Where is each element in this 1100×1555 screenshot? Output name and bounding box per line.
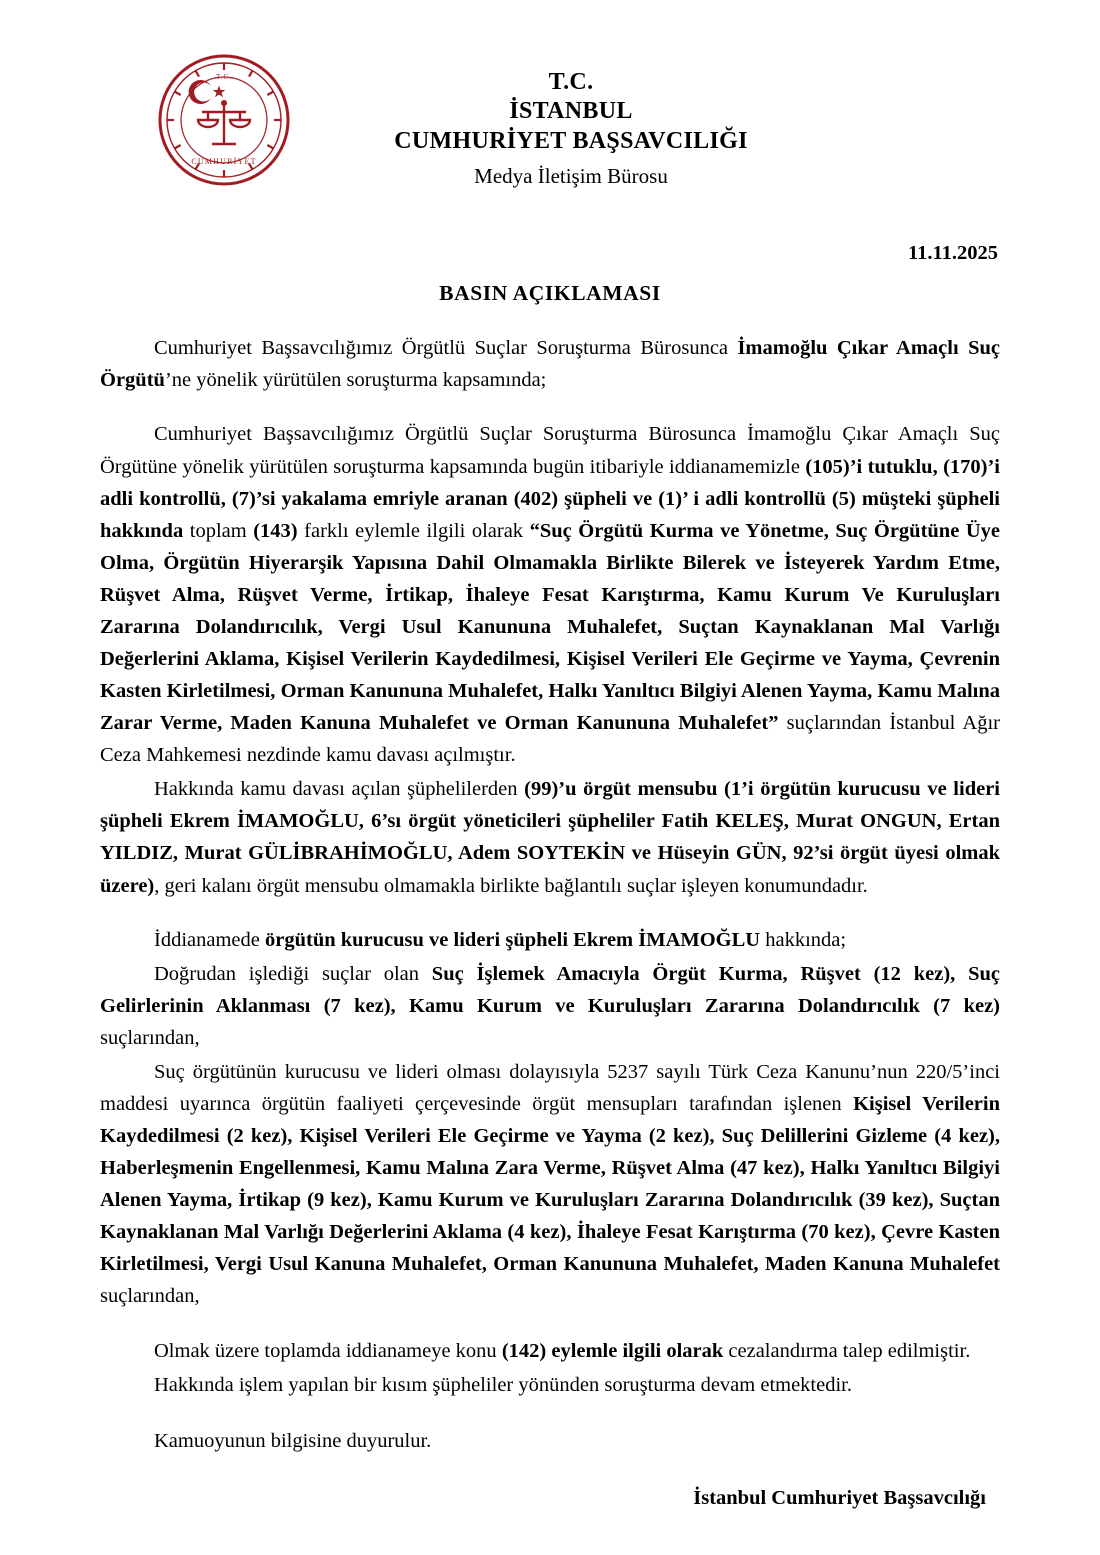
paragraph-1: [100, 332, 1000, 396]
p4-text-c: hakkında;: [760, 928, 847, 951]
svg-text:T.C.: T.C.: [216, 73, 232, 81]
turkish-justice-emblem-icon: [156, 52, 292, 188]
p5-text-a: Doğrudan işlediği suçlar olan: [154, 962, 432, 985]
p4-text-a: İddianamede: [154, 928, 265, 951]
p1-text-a: Cumhuriyet Başsavcılığımız Örgütlü Suçlar Soruşturma Bürosunca: [154, 337, 738, 360]
p4-text-b: örgütün kurucusu ve lideri şüpheli Ekrem İMAMOĞLU: [265, 928, 761, 951]
institution-heading: [292, 46, 1000, 192]
paragraph-8: Hakkında işlem yapılan bir kısım şüpheliler yönünden soruşturma devam etmektedir.: [154, 1373, 852, 1396]
p3-text-a: Hakkında kamu davası açılan şüphelilerden: [154, 778, 525, 801]
p7-text-a: Olmak üzere toplamda iddianameye konu: [154, 1339, 502, 1362]
p5-text-c: suçlarından,: [100, 1026, 200, 1049]
p2-text-c: toplam: [183, 519, 254, 542]
p1-text-c: ’ne yönelik yürütülen soruşturma kapsamında;: [164, 369, 547, 392]
p7-text-b: (142) eylemle ilgili olarak: [501, 1339, 724, 1362]
paragraph-5: [100, 958, 1000, 1054]
p6-text-b: Kişisel Verilerin Kaydedilmesi (2 kez), Kişisel Verileri Ele Geçirme ve Yayma (2 kez), Suç Delillerini Gizleme (4 kez), Haberleşmenin Engellenmesi, Kamu Malına Zara Verme, Rüşvet Alma (47 kez), Halkı Yanıltıcı Bilgiyi Alenen Yayma, İrtikap (9 kez), Kamu Kurum ve Kuruluşları Zararına Dolandırıcılık (39 kez), Suçtan Kaynaklanan Mal Varlığı Değerlerini Aklama (4 kez), İhaleye Fesat Karıştırma (70 kez), Çevre Kasten Kirletilmesi, Vergi Usul Kanuna Muhalefet, Orman Kanununa Muhalefet, Maden Kanuna Muhalefet: [100, 1093, 1001, 1276]
p2-text-d: (143): [253, 519, 298, 542]
p5-text-b: Suç İşlemek Amacıyla Örgüt Kurma, Rüşvet (12 kez), Suç Gelirlerinin Aklanması (7 kez), Kamu Kurum ve Kuruluşları Zararına Dolandırıcılık (7 kez): [100, 962, 1000, 1017]
document-date: 11.11.2025: [908, 242, 998, 265]
document-header: [100, 46, 1000, 192]
p7-text-c: cezalandırma talep edilmiştir.: [723, 1339, 971, 1362]
heading-line-office: CUMHURİYET BAŞSAVCILIĞI: [394, 127, 748, 154]
p2-text-e: farklı eylemle ilgili olarak: [297, 519, 530, 542]
paragraph-2: [100, 418, 1000, 771]
p2-text-a: Cumhuriyet Başsavcılığımız Örgütlü Suçlar Soruşturma Bürosunca İmamoğlu Çıkar Amaçlı Suç Örgütüne yönelik yürütülen soruşturma kapsamında bugün itibariyle iddianamemizle: [100, 423, 1000, 478]
p2-text-b: (105)’i tutuklu, (170)’i adli kontrollü, (7)’si yakalama emriyle aranan (402) şüpheli ve (1)’ i adli kontrollü (5) müşteki şüpheli hakkında: [100, 455, 1000, 542]
paragraph-6: [100, 1056, 1000, 1313]
p3-text-b: (99)’u örgüt mensubu (1’i örgütün kurucusu ve lideri şüpheli Ekrem İMAMOĞLU, 6’sı örgüt yöneticileri şüpheliler Fatih KELEŞ, Murat ONGUN, Ertan YILDIZ, Murat GÜLİBRAHİMOĞLU, Adem SOYTEKİN ve Hüseyin GÜN, 92’si örgüt üyesi olmak üzere): [100, 778, 1000, 897]
heading-line-bureau: Medya İletişim Bürosu: [474, 163, 668, 188]
page-title: BASIN AÇIKLAMASI: [439, 281, 661, 306]
document-body: [100, 332, 1000, 1457]
p6-text-a: Suç örgütünün kurucusu ve lideri olması dolayısıyla 5237 sayılı Türk Ceza Kanunu’nun 220/5’inci maddesi uyarınca örgütün faaliyeti çerçevesinde örgüt mensupları tarafından işlenen: [100, 1060, 1000, 1116]
p6-text-c: suçlarından,: [100, 1285, 200, 1308]
heading-line-tc: T.C.: [548, 69, 594, 95]
paragraph-9: Kamuoyunun bilgisine duyurulur.: [154, 1429, 432, 1452]
p2-text-f: “Suç Örgütü Kurma ve Yönetme, Suç Örgütüne Üye Olma, Örgütün Hiyerarşik Yapısına Dahil Olmamakla Birlikte Bilerek ve İsteyerek Yardım Etme, Rüşvet Alma, Rüşvet Verme, İrtikap, İhaleye Fesat Karıştırma, Kamu Kurum Ve Kuruluşları Zararına Dolandırıcılık, Vergi Usul Kanununa Muhalefet, Suçtan Kaynaklanan Mal Varlığı Değerlerini Aklama, Kişisel Verilerin Kaydedilmesi, Kişisel Verileri Ele Geçirme ve Yayma, Çevrenin Kasten Kirletilmesi, Orman Kanununa Muhalefet, Halkı Yanıltıcı Bilgiyi Alenen Yayma, Kamu Malına Zarar Verme, Maden Kanuna Muhalefet ve Orman Kanununa Muhalefet”: [100, 519, 1000, 735]
p3-text-c: , geri kalanı örgüt mensubu olmamakla birlikte bağlantılı suçlar işleyen konumundadır.: [154, 874, 868, 897]
signature-line: İstanbul Cumhuriyet Başsavcılığı: [693, 1486, 986, 1509]
svg-text:CUMHURİYET: CUMHURİYET: [191, 157, 257, 166]
p2-text-g: suçlarından İstanbul Ağır Ceza Mahkemesi nezdinde kamu davası açılmıştır.: [100, 712, 1001, 767]
paragraph-4: [100, 924, 1000, 956]
paragraph-7: [100, 1335, 1000, 1367]
heading-line-city: İSTANBUL: [509, 98, 633, 125]
paragraph-3: [100, 773, 1000, 901]
p1-text-b: İmamoğlu Çıkar Amaçlı Suç Örgütü: [100, 337, 1000, 392]
